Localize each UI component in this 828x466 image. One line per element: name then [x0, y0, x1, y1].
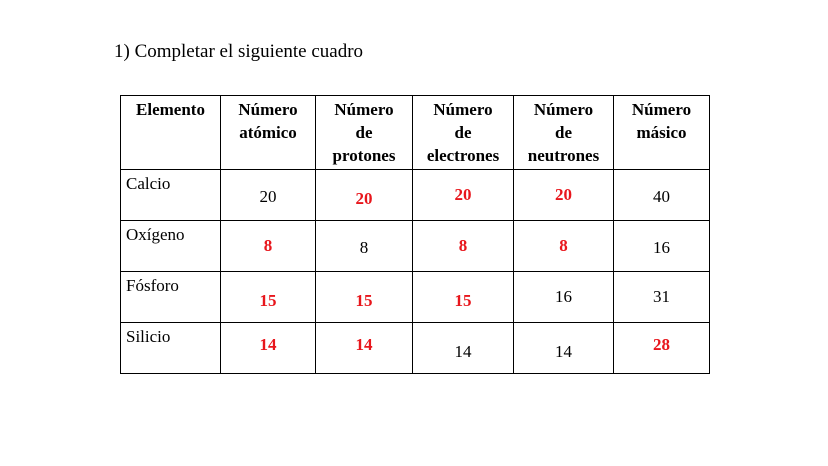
table-row	[121, 170, 710, 221]
element-name-cell: Fósforo	[121, 272, 221, 323]
instruction-title: 1) Completar el siguiente cuadro	[114, 41, 364, 62]
mass-number-cell: 16	[614, 221, 710, 272]
table-header-row	[121, 96, 710, 170]
header-elemento: Elemento	[121, 96, 221, 170]
protons-cell: 8	[316, 221, 413, 272]
header-numero-electrones: Número de electrones	[413, 96, 514, 170]
header-numero-atomico: Número atómico	[221, 96, 316, 170]
atomic-number-cell: 14	[221, 323, 316, 374]
element-name-cell: Silicio	[121, 323, 221, 374]
element-name-cell: Calcio	[121, 170, 221, 221]
protons-cell: 14	[316, 323, 413, 374]
protons-cell: 20	[316, 170, 413, 221]
elements-table	[120, 95, 710, 374]
atomic-number-cell: 8	[221, 221, 316, 272]
neutrons-cell: 8	[514, 221, 614, 272]
element-name-cell: Oxígeno	[121, 221, 221, 272]
electrons-cell: 8	[413, 221, 514, 272]
atomic-number-cell: 20	[221, 170, 316, 221]
header-numero-protones: Número de protones	[316, 96, 413, 170]
header-numero-neutrones: Número de neutrones	[514, 96, 614, 170]
header-numero-masico: Número másico	[614, 96, 710, 170]
protons-cell: 15	[316, 272, 413, 323]
electrons-cell: 15	[413, 272, 514, 323]
electrons-cell: 14	[413, 323, 514, 374]
mass-number-cell: 28	[614, 323, 710, 374]
table-row	[121, 272, 710, 323]
mass-number-cell: 31	[614, 272, 710, 323]
neutrons-cell: 16	[514, 272, 614, 323]
neutrons-cell: 20	[514, 170, 614, 221]
mass-number-cell: 40	[614, 170, 710, 221]
neutrons-cell: 14	[514, 323, 614, 374]
atomic-number-cell: 15	[221, 272, 316, 323]
electrons-cell: 20	[413, 170, 514, 221]
table-row	[121, 221, 710, 272]
table-row	[121, 323, 710, 374]
